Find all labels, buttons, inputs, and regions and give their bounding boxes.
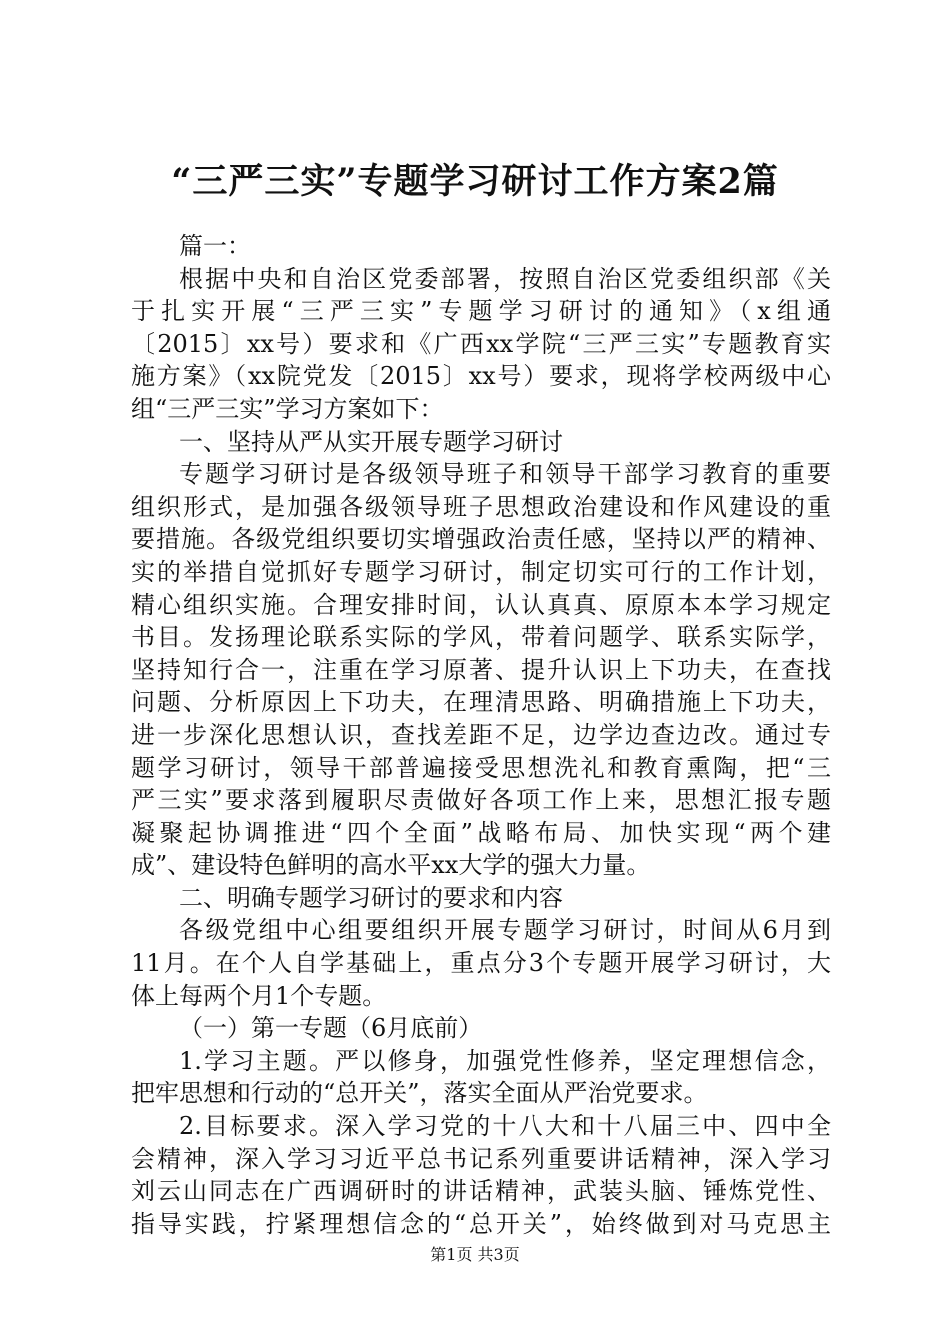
text-line: 成”、建设特色鲜明的高水平xx大学的强大力量。 (131, 851, 651, 880)
text-line: 1.学习主题。严以修身，加强党性修养，坚定理想信念， (179, 1046, 831, 1075)
text-line: 刘云山同志在广西调研时的讲话精神，武装头脑、锤炼党性、 (131, 1177, 831, 1206)
page-footer: 第1页 共3页 (430, 1245, 520, 1264)
text-line: 篇一： (179, 232, 251, 260)
text-line: 专题学习研讨是各级领导班子和领导干部学习教育的重要 (179, 460, 831, 489)
document-title: “三严三实”专题学习研讨工作方案2篇 (171, 161, 779, 202)
text-line: 会精神，深入学习习近平总书记系列重要讲话精神，深入学习 (131, 1144, 831, 1173)
text-line: 凝聚起协调推进“四个全面”战略布局、加快实现“两个建 (131, 818, 831, 847)
text-line: 指导实践，拧紧理想信念的“总开关”，始终做到对马克思主 (131, 1209, 831, 1238)
text-line: 施方案》（xx院党发〔2015〕xx号）要求，现将学校两级中心 (131, 362, 831, 391)
text-line: 组织形式，是加强各级领导班子思想政治建设和作风建设的重 (131, 492, 831, 521)
text-line: 各级党组中心组要组织开展专题学习研讨，时间从6月到 (179, 916, 831, 945)
text-line: 要措施。各级党组织要切实增强政治责任感，坚持以严的精神、 (131, 525, 831, 554)
text-line: 精心组织实施。合理安排时间，认认真真、原原本本学习规定 (131, 590, 831, 619)
text-line: 二、明确专题学习研讨的要求和内容 (179, 883, 563, 912)
text-line: 一、坚持从严从实开展专题学习研讨 (179, 427, 563, 456)
text-line: 进一步深化思想认识，查找差距不足，边学边查边改。通过专 (131, 720, 831, 749)
text-line: 问题、分析原因上下功夫，在理清思路、明确措施上下功夫， (131, 688, 831, 717)
text-line: 实的举措自觉抓好专题学习研讨，制定切实可行的工作计划， (131, 557, 831, 586)
document-body (131, 230, 831, 1240)
text-line: 题学习研讨，领导干部普遍接受思想洗礼和教育熏陶，把“三 (131, 753, 831, 782)
text-line: 严三实”要求落到履职尽责做好各项工作上来，思想汇报专题 (131, 786, 831, 815)
text-line: 体上每两个月1个专题。 (131, 981, 387, 1010)
text-line: 根据中央和自治区党委部署，按照自治区党委组织部《关 (179, 264, 831, 293)
text-line: 坚持知行合一，注重在学习原著、提升认识上下功夫，在查找 (131, 655, 831, 684)
text-line: 于扎实开展“三严三实”专题学习研讨的通知》（x组通 (131, 297, 831, 326)
text-line: （一）第一专题（6月底前） (179, 1014, 483, 1043)
text-line: 书目。发扬理论联系实际的学风，带着问题学、联系实际学， (131, 623, 831, 652)
text-line: 11月。在个人自学基础上，重点分3个专题开展学习研讨，大 (131, 949, 831, 978)
text-line: 〔2015〕xx号）要求和《广西xx学院“三严三实”专题教育实 (131, 329, 831, 358)
text-line: 组“三严三实”学习方案如下： (131, 394, 444, 423)
text-line: 2.目标要求。深入学习党的十八大和十八届三中、四中全 (179, 1112, 831, 1141)
text-line: 把牢思想和行动的“总开关”，落实全面从严治党要求。 (131, 1079, 708, 1108)
